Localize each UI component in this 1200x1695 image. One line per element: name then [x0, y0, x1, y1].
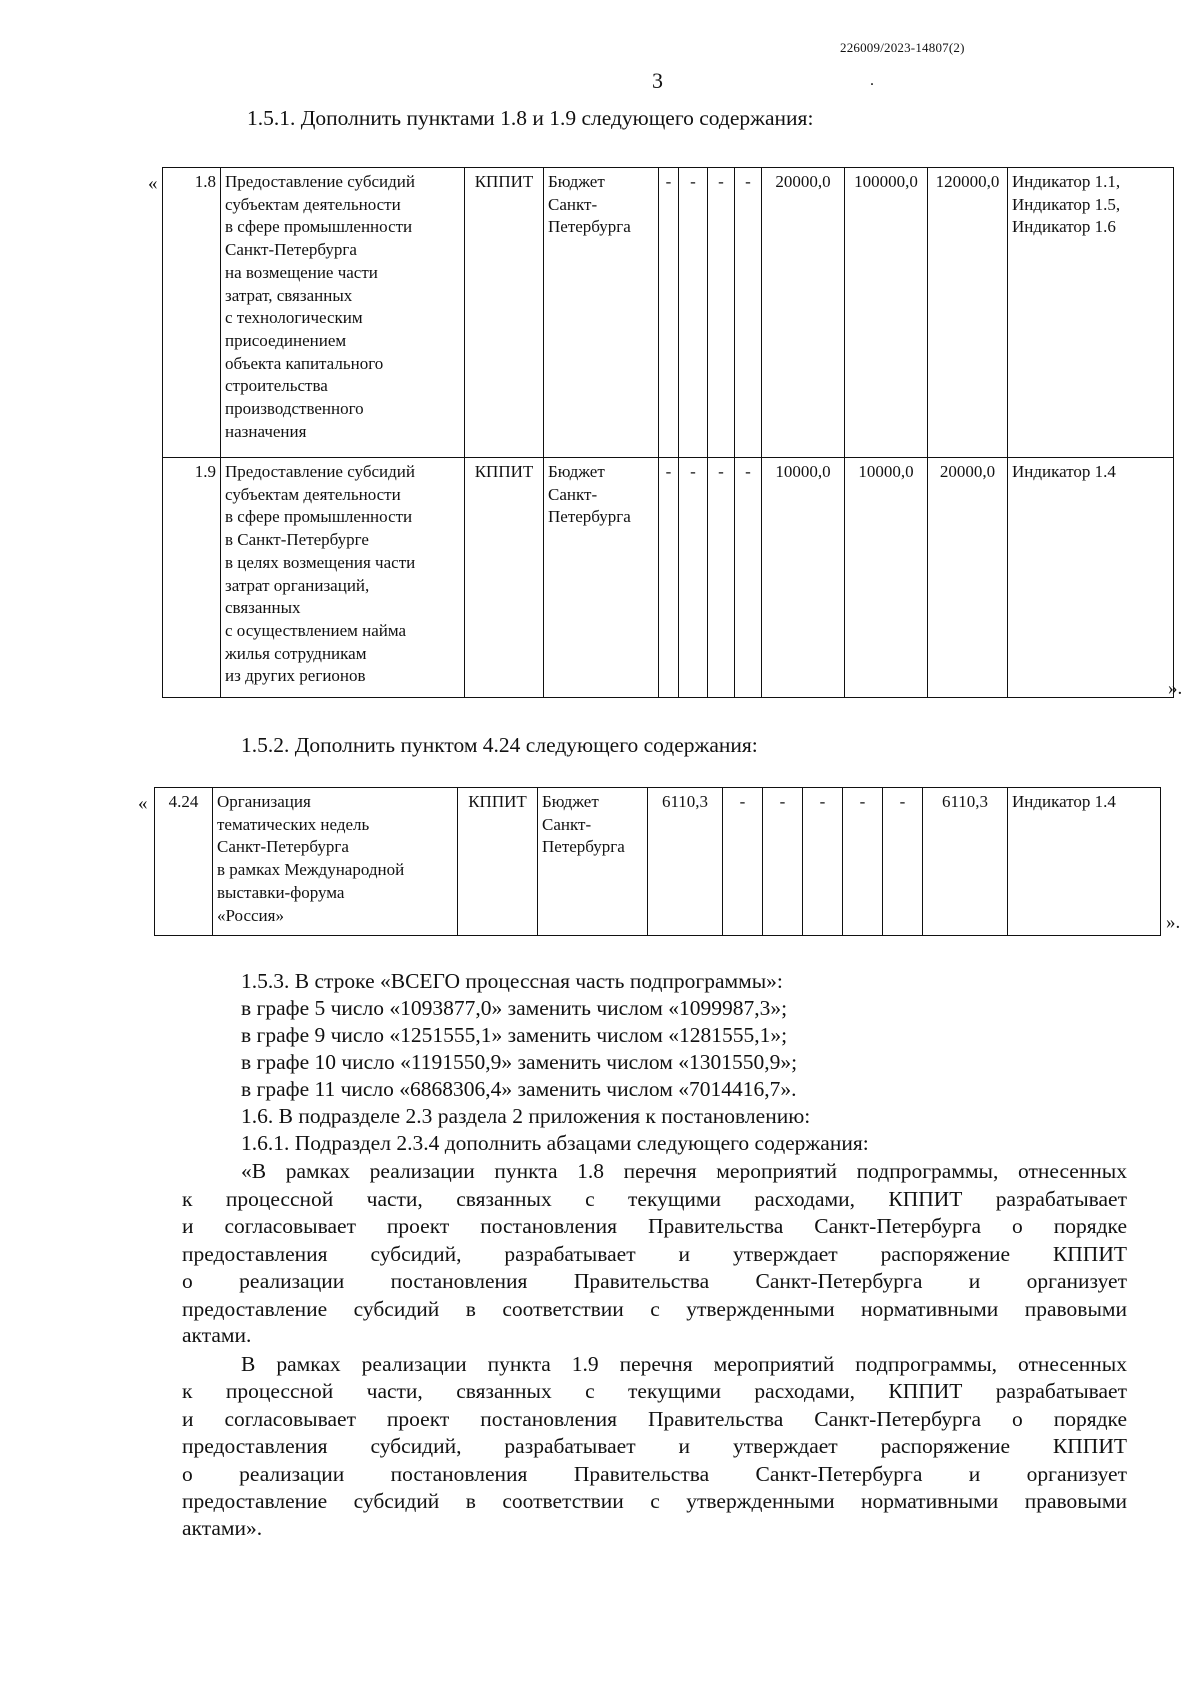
- value-dash: -: [763, 788, 803, 936]
- executor: КППИТ: [458, 788, 538, 936]
- funding-source: Бюджет Санкт- Петербурга: [544, 458, 659, 698]
- indicators-cell: Индикатор 1.4: [1008, 788, 1161, 936]
- table-row: [155, 788, 1161, 936]
- value-dash: -: [708, 458, 735, 698]
- funding-source: Бюджет Санкт- Петербурга: [544, 168, 659, 458]
- text-line: 1.6.1. Подраздел 2.3.4 дополнить абзацами следующего содержания:: [241, 1131, 869, 1155]
- paragraph-line: предоставление субсидий в соответствии с утвержденными нормативными правовыми: [182, 1297, 1127, 1321]
- measure-name: Организация тематических недель Санкт-Петербурга в рамках Международной выставки-форума «Россия»: [213, 788, 458, 936]
- text-line: 1.5.3. В строке «ВСЕГО процессная часть подпрограммы»:: [241, 969, 783, 993]
- text-line: в графе 10 число «1191550,9» заменить числом «1301550,9»;: [241, 1050, 798, 1074]
- paragraph-line: о реализации постановления Правительства Санкт-Петербурга и организует: [182, 1269, 1127, 1293]
- total-cell: 6110,3: [923, 788, 1008, 936]
- value-dash: -: [803, 788, 843, 936]
- row-number: 1.8: [163, 168, 221, 458]
- paragraph-line: предоставление субсидий в соответствии с утвержденными нормативными правовыми: [182, 1489, 1127, 1513]
- stray-dot: .: [870, 72, 874, 89]
- measure-name: Предоставление субсидий субъектам деятельности в сфере промышленности в Санкт-Петербурге в целях возмещения части затрат организаций, связанных с осуществлением найма жилья сотрудникам из других регионов: [221, 458, 465, 698]
- indicators-cell: Индикатор 1.4: [1008, 458, 1174, 698]
- value-dash: -: [735, 458, 762, 698]
- value-dash: -: [735, 168, 762, 458]
- paragraph-line: актами».: [182, 1516, 263, 1540]
- paragraph-line: «В рамках реализации пункта 1.8 перечня мероприятий подпрограммы, отнесенных: [241, 1159, 1127, 1183]
- row-number: 1.9: [163, 458, 221, 698]
- paragraph-line: и согласовывает проект постановления Правительства Санкт-Петербурга о порядке: [182, 1407, 1127, 1431]
- value-dash: -: [843, 788, 883, 936]
- paragraph-line: о реализации постановления Правительства Санкт-Петербурга и организует: [182, 1462, 1127, 1486]
- value-dash: -: [723, 788, 763, 936]
- page-number: 3: [652, 68, 663, 93]
- text-line: в графе 5 число «1093877,0» заменить числом «1099987,3»;: [241, 996, 788, 1020]
- total-cell: 20000,0: [928, 458, 1008, 698]
- paragraph-line: актами.: [182, 1323, 252, 1347]
- document-number: 226009/2023-14807(2): [840, 40, 965, 55]
- paragraph-line: В рамках реализации пункта 1.9 перечня мероприятий подпрограммы, отнесенных: [241, 1352, 1127, 1376]
- section-1-5-2-title: 1.5.2. Дополнить пунктом 4.24 следующего содержания:: [241, 733, 758, 757]
- funding-source: Бюджет Санкт- Петербурга: [538, 788, 648, 936]
- total-cell: 120000,0: [928, 168, 1008, 458]
- value-dash: -: [883, 788, 923, 936]
- table-row: [163, 168, 1174, 458]
- text-line: 1.6. В подразделе 2.3 раздела 2 приложения к постановлению:: [241, 1104, 811, 1128]
- table-2-close-quote: ».: [1166, 912, 1181, 933]
- table-2-open-quote: «: [138, 793, 148, 814]
- table-1-open-quote: «: [148, 173, 158, 194]
- paragraph-line: предоставления субсидий, разрабатывает и утверждает распоряжение КППИТ: [182, 1434, 1127, 1458]
- indicators-cell: Индикатор 1.1, Индикатор 1.5, Индикатор 1.6: [1008, 168, 1174, 458]
- value-dash: -: [659, 458, 679, 698]
- paragraph-line: и согласовывает проект постановления Правительства Санкт-Петербурга о порядке: [182, 1214, 1127, 1238]
- measure-name: Предоставление субсидий субъектам деятельности в сфере промышленности Санкт-Петербурга на возмещение части затрат, связанных с технологическим присоединением объекта капитального строительства производственного назначения: [221, 168, 465, 458]
- executor: КППИТ: [465, 168, 544, 458]
- value-cell: 20000,0: [762, 168, 845, 458]
- value-dash: -: [659, 168, 679, 458]
- paragraph-line: к процессной части, связанных с текущими расходами, КППИТ разрабатывает: [182, 1187, 1127, 1211]
- value-cell: 10000,0: [845, 458, 928, 698]
- paragraph-line: к процессной части, связанных с текущими расходами, КППИТ разрабатывает: [182, 1379, 1127, 1403]
- text-line: в графе 9 число «1251555,1» заменить числом «1281555,1»;: [241, 1023, 788, 1047]
- executor: КППИТ: [465, 458, 544, 698]
- paragraph-line: предоставления субсидий, разрабатывает и утверждает распоряжение КППИТ: [182, 1242, 1127, 1266]
- value-cell: 100000,0: [845, 168, 928, 458]
- value-dash: -: [679, 168, 708, 458]
- value-cell: 6110,3: [648, 788, 723, 936]
- table-1-close-quote: ».: [1168, 678, 1183, 699]
- table-item-4-24: [154, 787, 1161, 936]
- value-dash: -: [679, 458, 708, 698]
- section-1-5-1-title: 1.5.1. Дополнить пунктами 1.8 и 1.9 следующего содержания:: [247, 106, 814, 130]
- table-row: [163, 458, 1174, 698]
- value-dash: -: [708, 168, 735, 458]
- table-items-1-8-1-9: [162, 167, 1174, 698]
- text-line: в графе 11 число «6868306,4» заменить числом «7014416,7».: [241, 1077, 797, 1101]
- row-number: 4.24: [155, 788, 213, 936]
- value-cell: 10000,0: [762, 458, 845, 698]
